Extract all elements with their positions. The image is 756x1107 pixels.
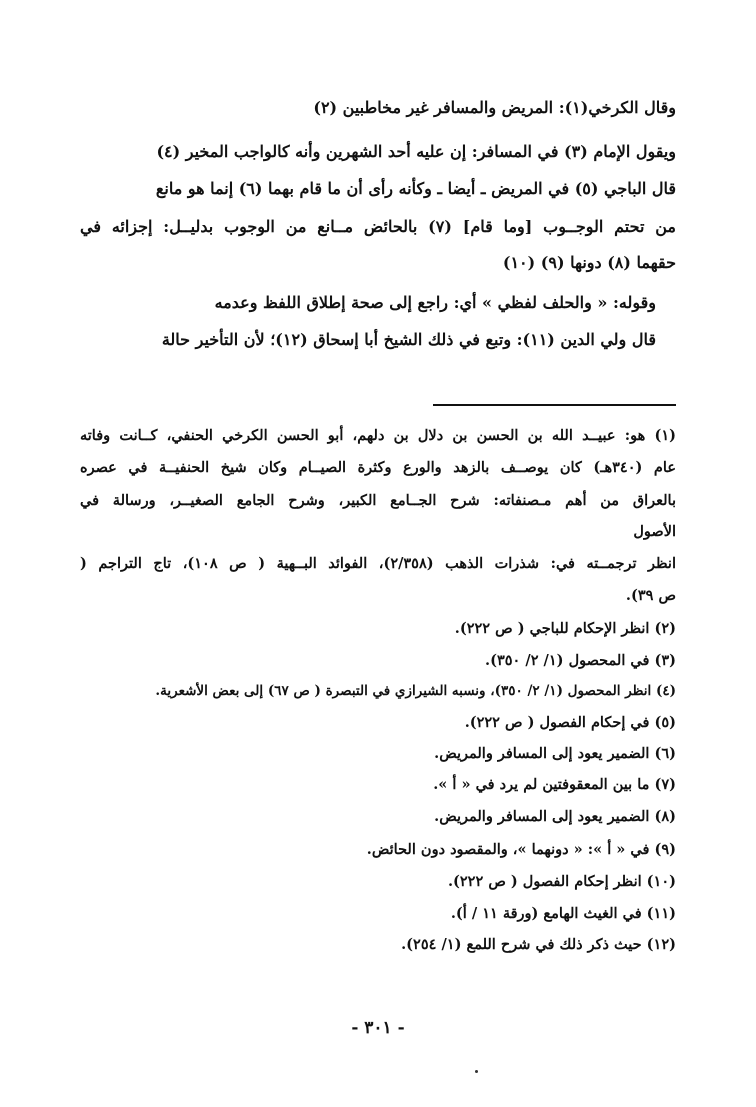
footnote-line: (١٠) انظر إحكام الفصول ( ص ٢٢٢). <box>447 873 676 890</box>
footnote-line: بالعراق من أهم مـصنفاته: شرح الجــامع الكبير، وشرح الجامع الصغيــر، ورسالة في <box>80 492 676 509</box>
footnote-line: (٤) انظر المحصول (١/ ٢/ ٣٥٠)، ونسبه الشيرازي في التبصرة ( ص ٦٧) إلى بعض الأشعرية. <box>155 683 676 699</box>
body-line: وقال الكرخي(١): المريض والمسافر غير مخاطبين (٢) <box>313 98 676 117</box>
footnote-line: (٧) ما بين المعقوفتين لم يرد في « أ ». <box>433 776 676 793</box>
footnote-line: (٣) في المحصول (١/ ٢/ ٣٥٠). <box>485 652 676 669</box>
footnote-line: ص ٣٩). <box>625 587 676 604</box>
footnote-line: (٩) في « أ »: « دونهما »، والمقصود دون الحائض. <box>366 841 676 858</box>
body-line: ويقول الإمام (٣) في المسافر: إن عليه أحد الشهرين وأنه كالواجب المخير (٤) <box>156 142 676 161</box>
page-number: - ٣٠١ - <box>351 1018 405 1038</box>
footnote-line: (١) هو: عبيــد الله بن الحسن بن دلال بن دلهم، أبو الحسن الكرخي الحنفي، كــانت وفاته <box>80 427 676 444</box>
body-line: قال الباجي (٥) في المريض ـ أيضا ـ وكأنه رأى أن ما قام بهما (٦) إنما هو مانع <box>155 179 676 198</box>
footnote-line: انظر ترجمــته في: شذرات الذهب (٢/٣٥٨)، الفوائد البــهية ( ص ١٠٨)، تاج التراجم ( <box>80 555 676 572</box>
footnote-line: (٥) في إحكام الفصول ( ص ٢٢٢). <box>464 714 676 731</box>
footnote-line: عام (٣٤٠هـ) كان يوصــف بالزهد والورع وكثرة الصيــام وكان شيخ الحنفيــة في عصره <box>80 459 676 476</box>
body-line: من تحتم الوجــوب [وما قام] (٧) بالحائض مــانع من الوجوب بدليــل: إجزائه في <box>80 217 676 236</box>
footnote-line: (٢) انظر الإحكام للباجي ( ص ٢٢٢). <box>454 620 676 637</box>
footnote-line: (٨) الضمير يعود إلى المسافر والمريض. <box>434 808 676 825</box>
footnote-line: الأصول <box>633 523 676 540</box>
body-line: وقوله: « والحلف لفظي » أي: راجع إلى صحة إطلاق اللفظ وعدمه <box>214 293 656 312</box>
footnote-line: (١١) في الغيث الهامع (ورقة ١١ / أ). <box>450 905 676 922</box>
footnote-separator <box>433 404 676 406</box>
page-speck <box>475 1070 478 1073</box>
footnote-line: (١٢) حيث ذكر ذلك في شرح اللمع (١/ ٢٥٤). <box>401 936 676 953</box>
body-line: حقهما (٨) دونها (٩) (١٠) <box>502 253 676 272</box>
body-line: قال ولي الدين (١١): وتبع في ذلك الشيخ أبا إسحاق (١٢)؛ لأن التأخير حالة <box>161 330 656 349</box>
footnote-line: (٦) الضمير يعود إلى المسافر والمريض. <box>434 745 676 762</box>
